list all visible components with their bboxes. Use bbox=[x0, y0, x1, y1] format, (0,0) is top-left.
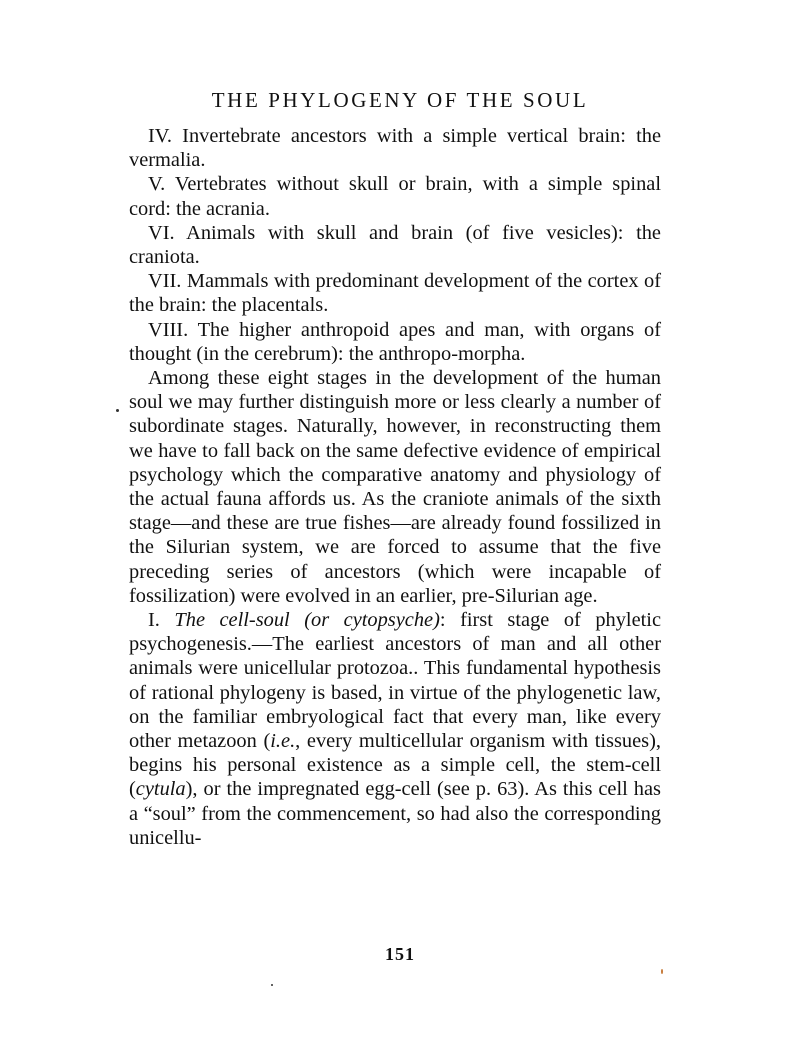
stage-numeral: VI. bbox=[148, 221, 175, 244]
paragraph-text: , every multicellular organism with tissues), begins his personal existence as a simple cell, the stem-cell ( bbox=[129, 730, 661, 801]
stage-text: Animals with skull and brain (of five vesicles): the craniota. bbox=[129, 221, 661, 269]
ink-speck bbox=[661, 969, 663, 974]
stage-numeral: IV. bbox=[148, 125, 172, 147]
section-heading: The cell-soul (or cytopsyche) bbox=[174, 609, 440, 632]
body-text bbox=[129, 124, 661, 850]
stage-text: Invertebrate ancestors with a simple vertical brain: the vermalia. bbox=[129, 125, 661, 172]
italic-term: cytula bbox=[135, 778, 186, 801]
italic-term: i.e. bbox=[270, 730, 296, 753]
stage-numeral: V. bbox=[148, 173, 166, 196]
stage-text: Vertebrates without skull or brain, with a simple spinal cord: the acrania. bbox=[129, 173, 661, 220]
stage-text: The higher anthropoid apes and man, with organs of thought (in the cerebrum): the anthropo-morpha. bbox=[129, 318, 661, 365]
cell-soul-paragraph bbox=[129, 608, 661, 850]
stage-item-v bbox=[129, 172, 661, 220]
body-paragraph: Among these eight stages in the development of the human soul we may further distinguish more or less clearly a number of subordinate stages. Naturally, however, in reconstructing them we have to fall back on the same defective evidence of empirical psychology which the comparative anatomy and physiology of the actual fauna affords us. As the craniote animals of the sixth stage—and these are true fishes—are already found fossilized in the Silurian system, we are forced to assume that the five preceding series of ancestors (which were incapable of fossilization) were evolved in an earlier, pre-Silurian age. bbox=[129, 367, 661, 607]
stage-text: Mammals with predominant development of the cortex of the brain: the placentals. bbox=[129, 270, 661, 317]
paragraph-text: : first stage of phyletic psychogenesis.—The earliest ancestors of man and all other animals were unicellular protozoa.. This fundamental hypothesis of rational phylogeny is based, in virtue of the phylogenetic law, on the familiar embryological fact that every man, like every other metazoon ( bbox=[129, 609, 661, 753]
stage-item-vi bbox=[129, 221, 661, 269]
stage-numeral: VIII. bbox=[148, 318, 189, 341]
running-head: THE PHYLOGENY OF THE SOUL bbox=[211, 88, 589, 112]
ink-speck bbox=[271, 984, 273, 986]
stage-item-iv bbox=[129, 124, 661, 172]
stage-numeral: VII. bbox=[148, 270, 182, 293]
page-number: 151 bbox=[385, 944, 415, 964]
paragraph-text: ), or the impregnated egg-cell (see p. 63). As this cell has a “soul” from the commencement, so had also the corresponding unicellu- bbox=[129, 778, 661, 849]
stage-item-viii bbox=[129, 318, 661, 366]
stage-item-vii bbox=[129, 269, 661, 317]
ink-speck bbox=[116, 409, 119, 412]
section-numeral: I. bbox=[148, 609, 160, 632]
